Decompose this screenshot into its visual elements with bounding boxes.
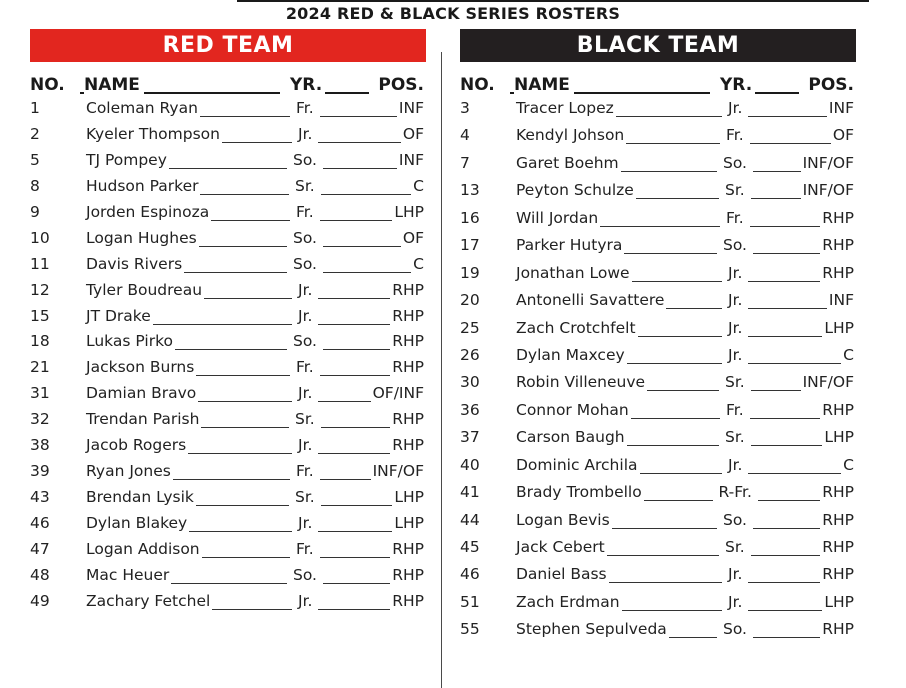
player-name: Jacob Rogers — [86, 436, 187, 455]
player-position: RHP — [392, 539, 424, 558]
player-year: Jr. — [728, 592, 743, 611]
player-number: 39 — [30, 462, 50, 481]
player-row — [460, 593, 856, 620]
header-yr: YR. — [717, 75, 755, 95]
player-name: Robin Villeneuve — [516, 373, 646, 392]
player-name: Hudson Parker — [86, 176, 199, 195]
player-name: Jackson Burns — [86, 358, 195, 377]
player-name: Logan Bevis — [516, 510, 610, 529]
player-year: Jr. — [728, 263, 743, 282]
header-no: NO. — [30, 75, 65, 95]
player-name: Zach Erdman — [516, 592, 620, 611]
player-row — [30, 281, 426, 307]
player-row — [30, 592, 426, 618]
player-year: Jr. — [728, 99, 743, 117]
player-row — [460, 99, 856, 126]
player-row — [30, 125, 426, 151]
player-year: Jr. — [728, 291, 743, 310]
player-row — [460, 483, 856, 510]
player-name: Parker Hutyra — [516, 236, 623, 255]
player-position: RHP — [822, 565, 854, 584]
player-number: 46 — [460, 565, 480, 584]
player-name: Jack Cebert — [516, 538, 605, 556]
player-row — [460, 181, 856, 208]
player-position: RHP — [822, 620, 854, 639]
player-year: Sr. — [295, 176, 315, 195]
player-name: Jonathan Lowe — [516, 263, 630, 282]
player-row — [460, 456, 856, 483]
player-number: 51 — [460, 592, 480, 611]
player-row — [30, 307, 426, 333]
player-row — [30, 229, 426, 255]
player-name: Garet Boehm — [516, 153, 619, 172]
player-position: C — [413, 254, 424, 273]
black-team-roster — [460, 99, 856, 648]
player-position: C — [413, 176, 424, 195]
player-number: 40 — [460, 455, 480, 474]
player-year: Jr. — [728, 455, 743, 474]
player-name: Mac Heuer — [86, 565, 170, 584]
player-number: 46 — [30, 514, 50, 532]
player-row — [460, 538, 856, 565]
player-name: Brady Trombello — [516, 483, 642, 502]
player-position: C — [843, 345, 854, 364]
player-name: Tyler Boudreau — [86, 280, 203, 299]
player-year: Fr. — [296, 99, 314, 117]
player-year: Jr. — [298, 591, 313, 610]
player-row — [460, 154, 856, 181]
player-year: Sr. — [725, 538, 745, 556]
player-year: So. — [723, 510, 747, 529]
player-row — [30, 99, 426, 125]
black-team-banner: BLACK TEAM — [460, 29, 856, 62]
player-number: 15 — [30, 306, 50, 325]
player-row — [30, 488, 426, 514]
player-number: 32 — [30, 410, 50, 429]
player-row — [30, 566, 426, 592]
player-number: 26 — [460, 345, 480, 364]
player-name: Brendan Lysik — [86, 488, 194, 507]
player-number: 3 — [460, 99, 470, 117]
player-number: 7 — [460, 153, 470, 172]
player-name: Stephen Sepulveda — [516, 620, 667, 639]
player-row — [460, 565, 856, 592]
player-number: 55 — [460, 620, 480, 639]
player-row — [30, 436, 426, 462]
player-row — [460, 291, 856, 318]
player-number: 31 — [30, 384, 50, 403]
header-pos: POS. — [804, 75, 854, 95]
player-number: 8 — [30, 176, 40, 195]
player-position: RHP — [392, 591, 424, 610]
player-year: Fr. — [726, 208, 744, 227]
player-year: So. — [293, 150, 317, 169]
player-name: Zachary Fetchel — [86, 591, 211, 610]
player-name: Zach Crotchfelt — [516, 318, 636, 337]
red-team-section — [30, 29, 426, 618]
player-name: Carson Baugh — [516, 428, 625, 447]
player-number: 12 — [30, 280, 50, 299]
player-name: Will Jordan — [516, 208, 599, 227]
player-year: Jr. — [298, 384, 313, 403]
player-row — [30, 332, 426, 358]
player-position: INF — [828, 291, 854, 310]
player-name: Kyeler Thompson — [86, 124, 220, 143]
player-year: So. — [723, 620, 747, 639]
player-year: Fr. — [726, 400, 744, 419]
player-position: INF/OF — [802, 373, 854, 392]
player-year: R-Fr. — [718, 483, 752, 502]
player-name: Daniel Bass — [516, 565, 607, 584]
header-name: NAME — [84, 75, 144, 95]
player-position: RHP — [822, 483, 854, 502]
player-number: 49 — [30, 591, 50, 610]
player-position: RHP — [392, 358, 424, 377]
player-position: RHP — [822, 510, 854, 529]
player-number: 4 — [460, 126, 470, 145]
player-name: Logan Hughes — [86, 228, 197, 247]
player-position: RHP — [392, 280, 424, 299]
player-number: 21 — [30, 358, 50, 377]
player-year: So. — [293, 228, 317, 247]
player-number: 18 — [30, 332, 50, 351]
player-number: 2 — [30, 124, 40, 143]
player-row — [30, 384, 426, 410]
player-position: INF — [398, 99, 424, 117]
player-row — [460, 428, 856, 455]
player-year: Jr. — [298, 280, 313, 299]
player-row — [460, 401, 856, 428]
player-year: Sr. — [725, 181, 745, 200]
player-position: INF — [398, 150, 424, 169]
black-team-section — [460, 29, 856, 648]
player-row — [30, 540, 426, 566]
player-row — [30, 177, 426, 203]
player-year: Sr. — [725, 373, 745, 392]
player-year: Jr. — [298, 436, 313, 455]
player-position: LHP — [824, 318, 854, 337]
player-row — [30, 203, 426, 229]
player-position: OF — [832, 126, 854, 145]
player-number: 17 — [460, 236, 480, 255]
player-number: 30 — [460, 373, 480, 392]
player-name: Dylan Blakey — [86, 514, 188, 532]
player-position: RHP — [392, 565, 424, 584]
player-number: 20 — [460, 291, 480, 310]
player-name: Ryan Jones — [86, 462, 171, 481]
player-position: LHP — [824, 592, 854, 611]
player-name: Trendan Parish — [86, 410, 200, 429]
player-position: RHP — [822, 538, 854, 556]
top-rule — [237, 0, 869, 2]
player-row — [30, 410, 426, 436]
player-number: 1 — [30, 99, 40, 117]
player-year: Fr. — [726, 126, 744, 145]
player-row — [460, 319, 856, 346]
player-position: LHP — [394, 488, 424, 507]
header-no: NO. — [460, 75, 495, 95]
player-number: 9 — [30, 202, 40, 221]
player-year: So. — [293, 565, 317, 584]
player-row — [460, 236, 856, 263]
player-year: Fr. — [296, 539, 314, 558]
player-number: 5 — [30, 150, 40, 169]
player-number: 47 — [30, 539, 50, 558]
player-row — [30, 255, 426, 281]
player-position: OF — [402, 124, 424, 143]
header-name: NAME — [514, 75, 574, 95]
player-number: 36 — [460, 400, 480, 419]
header-pos: POS. — [374, 75, 424, 95]
player-number: 13 — [460, 181, 480, 200]
player-row — [460, 511, 856, 538]
player-row — [460, 346, 856, 373]
player-position: RHP — [822, 400, 854, 419]
player-position: INF/OF — [802, 181, 854, 200]
player-position: RHP — [822, 263, 854, 282]
player-year: Sr. — [295, 488, 315, 507]
player-year: So. — [723, 236, 747, 255]
player-number: 38 — [30, 436, 50, 455]
player-position: RHP — [392, 332, 424, 351]
player-number: 41 — [460, 483, 480, 502]
player-name: Kendyl Johson — [516, 126, 625, 145]
player-name: Connor Mohan — [516, 400, 629, 419]
red-team-banner: RED TEAM — [30, 29, 426, 62]
player-name: Davis Rivers — [86, 254, 183, 273]
player-number: 48 — [30, 565, 50, 584]
player-number: 10 — [30, 228, 50, 247]
player-year: Sr. — [725, 428, 745, 447]
black-team-header-row — [460, 73, 856, 99]
player-year: Jr. — [298, 306, 313, 325]
player-name: TJ Pompey — [86, 150, 167, 169]
player-year: Fr. — [296, 358, 314, 377]
player-position: RHP — [822, 236, 854, 255]
player-number: 44 — [460, 510, 480, 529]
player-number: 19 — [460, 263, 480, 282]
player-position: C — [843, 455, 854, 474]
player-position: INF/OF — [802, 153, 854, 172]
player-year: So. — [723, 153, 747, 172]
player-name: JT Drake — [86, 306, 151, 325]
player-name: Antonelli Savattere — [516, 291, 665, 310]
red-team-header-row — [30, 73, 426, 99]
player-year: Fr. — [296, 462, 314, 481]
player-position: RHP — [392, 306, 424, 325]
player-row — [460, 620, 856, 647]
player-position: LHP — [394, 202, 424, 221]
player-name: Dylan Maxcey — [516, 345, 625, 364]
player-name: Lukas Pirko — [86, 332, 173, 351]
player-position: OF — [402, 228, 424, 247]
player-row — [30, 514, 426, 540]
player-row — [30, 151, 426, 177]
player-number: 43 — [30, 488, 50, 507]
player-number: 16 — [460, 208, 480, 227]
player-year: Jr. — [728, 565, 743, 584]
player-position: OF/INF — [372, 384, 424, 403]
player-year: Jr. — [298, 514, 313, 532]
player-name: Tracer Lopez — [516, 99, 614, 117]
header-yr: YR. — [287, 75, 325, 95]
player-number: 45 — [460, 538, 480, 556]
player-name: Coleman Ryan — [86, 99, 198, 117]
page-title: 2024 RED & BLACK SERIES ROSTERS — [285, 4, 621, 23]
player-row — [460, 126, 856, 153]
player-row — [460, 373, 856, 400]
player-year: So. — [293, 332, 317, 351]
player-position: RHP — [392, 436, 424, 455]
player-name: Jorden Espinoza — [86, 202, 210, 221]
player-row — [30, 358, 426, 384]
player-position: RHP — [822, 208, 854, 227]
player-year: Fr. — [296, 202, 314, 221]
player-number: 37 — [460, 428, 480, 447]
player-year: Jr. — [728, 345, 743, 364]
player-year: Jr. — [298, 124, 313, 143]
player-row — [30, 462, 426, 488]
player-row — [460, 209, 856, 236]
player-year: Sr. — [295, 410, 315, 429]
player-year: So. — [293, 254, 317, 273]
player-position: INF — [828, 99, 854, 117]
player-name: Damian Bravo — [86, 384, 197, 403]
player-position: RHP — [392, 410, 424, 429]
player-name: Peyton Schulze — [516, 181, 634, 200]
player-number: 25 — [460, 318, 480, 337]
red-team-roster — [30, 99, 426, 618]
player-position: LHP — [824, 428, 854, 447]
player-row — [460, 264, 856, 291]
column-divider — [441, 52, 442, 688]
player-position: INF/OF — [372, 462, 424, 481]
player-name: Dominic Archila — [516, 455, 638, 474]
player-number: 11 — [30, 254, 50, 273]
player-position: LHP — [394, 514, 424, 532]
player-name: Logan Addison — [86, 539, 200, 558]
player-year: Jr. — [728, 318, 743, 337]
